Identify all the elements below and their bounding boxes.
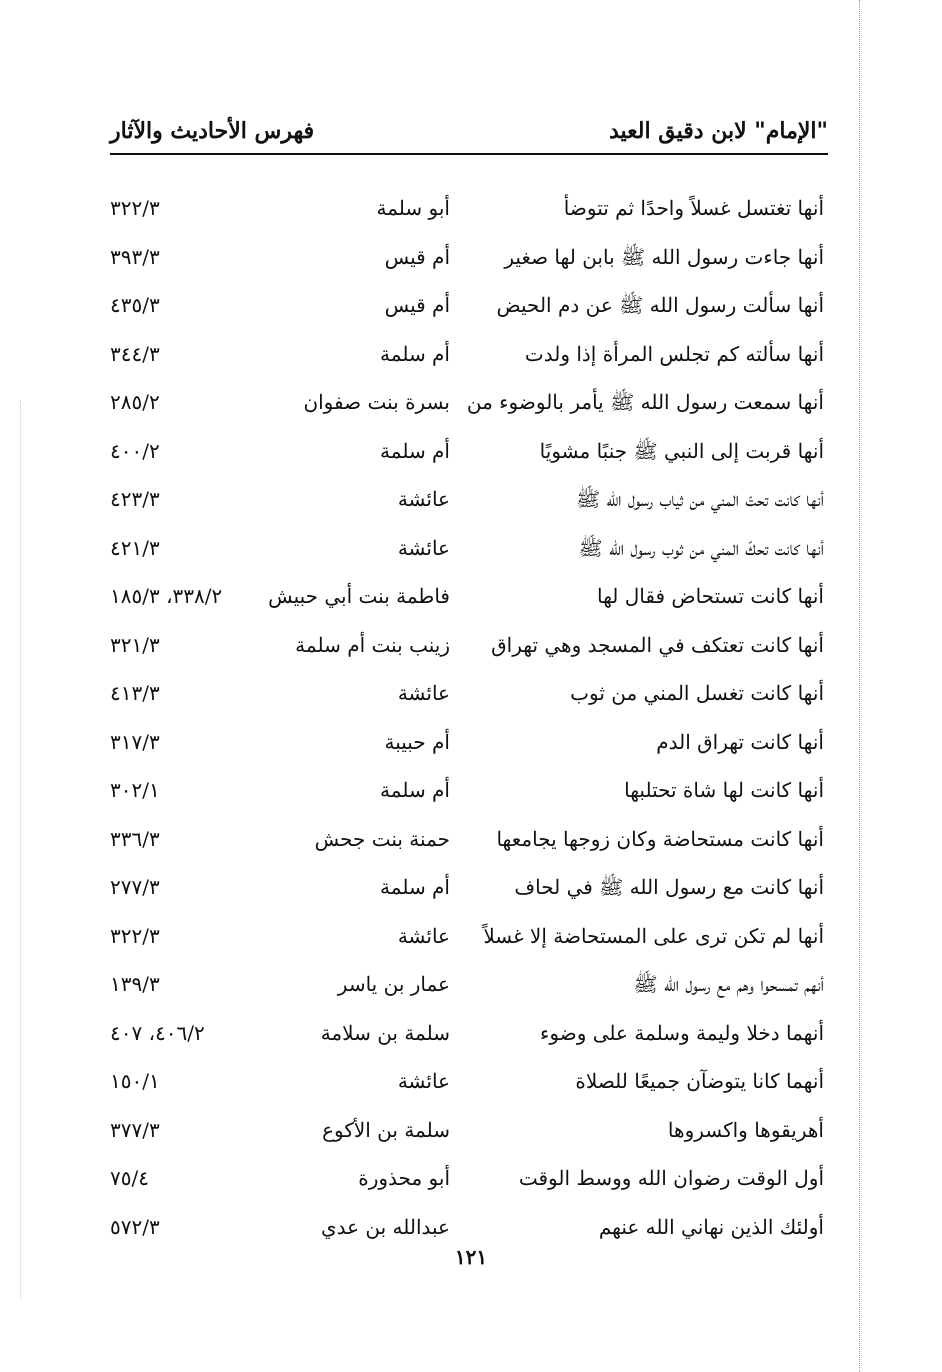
narrator: سلمة بن الأكوع — [322, 1117, 450, 1142]
narrator: عائشة — [397, 681, 450, 705]
hadith-text: أنها كانت مع رسول الله ﷺ في لحاف — [514, 875, 824, 899]
running-header — [110, 118, 828, 154]
index-title: فهرس الأحاديث والآثار — [110, 118, 315, 144]
index-row — [100, 1158, 828, 1207]
hadith-text: أنها كانت تعتكف في المسجد وهي تهراق — [491, 632, 824, 657]
volume-page-ref: ٣٩٣/٣ — [110, 244, 160, 269]
narrator: أبو سلمة — [376, 196, 450, 220]
volume-page-ref: ٣٢١/٣ — [110, 632, 160, 657]
volume-page-ref: ٢٧٧/٣ — [110, 875, 160, 899]
index-row — [100, 237, 828, 286]
index-row — [100, 479, 828, 528]
volume-page-ref: ٤٢٣/٣ — [110, 487, 160, 511]
index-row — [100, 1013, 828, 1062]
index-row — [100, 528, 828, 577]
volume-page-ref: ٣٢٢/٣ — [110, 923, 160, 948]
index-row — [100, 964, 828, 1013]
hadith-text: أنها كانت تغسل المني من ثوب — [570, 681, 824, 705]
index-row — [100, 1061, 828, 1110]
hadith-text: أنها كانت تهراق الدم — [656, 729, 824, 754]
hadith-text: أنها كانت لها شاة تحتلبها — [624, 778, 824, 802]
hadith-text: أنهم تمسحوا وهم مع رسول الله ﷺ — [633, 972, 824, 996]
hadith-text: أنها كانت تستحاض فقال لها — [596, 584, 824, 608]
index-row — [100, 576, 828, 625]
volume-page-ref: ٢٨٥/٢ — [110, 390, 160, 414]
volume-page-ref: ٤٠٠/٢ — [110, 438, 160, 463]
volume-page-ref: ٣٧٧/٣ — [110, 1117, 160, 1142]
hadith-text: أنها كانت مستحاضة وكان زوجها يجامعها — [496, 826, 824, 851]
hadith-text: أهريقوها واكسروها — [667, 1117, 824, 1142]
volume-page-ref: ١٣٩/٣ — [110, 972, 160, 996]
narrator: زينب بنت أم سلمة — [295, 632, 450, 657]
volume-page-ref: ٣٢٢/٣ — [110, 196, 160, 220]
index-row — [100, 285, 828, 334]
volume-page-ref: ٣٠٢/١ — [110, 778, 160, 802]
hadith-text: أنها لم تكن ترى على المستحاضة إلا غسلاً — [483, 923, 824, 948]
narrator: أم قيس — [384, 293, 450, 317]
index-row — [100, 770, 828, 819]
narrator: أم سلمة — [380, 438, 450, 463]
header-divider — [110, 153, 828, 155]
index-row — [100, 819, 828, 868]
volume-page-ref: ٤٠٦/٢، ٤٠٧ — [110, 1020, 205, 1045]
index-row — [100, 916, 828, 965]
hadith-text: أنها سمعت رسول الله ﷺ يأمر بالوضوء من — [466, 390, 824, 414]
hadith-text: أنها كانت تحتّ المني من ثياب رسول الله ﷺ — [576, 487, 824, 511]
narrator: حمنة بنت جحش — [314, 826, 450, 851]
index-table — [100, 188, 828, 1255]
volume-page-ref: ٣١٧/٣ — [110, 729, 160, 754]
narrator: سلمة بن سلامة — [320, 1020, 450, 1045]
hadith-text: أنها سألت رسول الله ﷺ عن دم الحيض — [496, 293, 824, 317]
narrator: أم حبيبة — [384, 729, 450, 754]
narrator: أم سلمة — [380, 778, 450, 802]
page-edge-artifact-left — [20, 400, 21, 1300]
narrator: عبدالله بن عدي — [320, 1214, 450, 1239]
narrator: فاطمة بنت أبي حبيش — [268, 584, 450, 608]
volume-page-ref: ٤٢١/٣ — [110, 535, 160, 560]
narrator: عائشة — [397, 1069, 450, 1093]
volume-page-ref: ٤٣٥/٣ — [110, 293, 160, 317]
hadith-text: أولئك الذين نهاني الله عنهم — [598, 1214, 824, 1239]
volume-page-ref: ٣٣٦/٣ — [110, 826, 160, 851]
narrator: عائشة — [397, 535, 450, 560]
hadith-text: أنهما دخلا وليمة وسلمة على وضوء — [540, 1020, 824, 1045]
index-row — [100, 188, 828, 237]
volume-page-ref: ٥٧٢/٣ — [110, 1214, 160, 1239]
volume-page-ref: ٧٥/٤ — [110, 1166, 149, 1190]
page-edge-artifact — [859, 0, 860, 1372]
narrator: عمار بن ياسر — [337, 972, 450, 996]
book-title: "الإمام" لابن دقيق العيد — [608, 118, 828, 144]
index-row — [100, 867, 828, 916]
narrator: بسرة بنت صفوان — [303, 390, 450, 414]
hadith-text: أنها كانت تحكّ المني من ثوب رسول الله ﷺ — [578, 535, 824, 560]
index-row — [100, 625, 828, 674]
page-number: ١٢١ — [454, 1245, 488, 1269]
narrator: أم سلمة — [380, 341, 450, 366]
hadith-text: أنهما كانا يتوضآن جميعًا للصلاة — [575, 1069, 824, 1093]
hadith-text: أول الوقت رضوان الله ووسط الوقت — [518, 1166, 824, 1190]
narrator: عائشة — [397, 487, 450, 511]
hadith-text: أنها تغتسل غسلاً واحدًا ثم تتوضأ — [563, 196, 824, 220]
narrator: أبو محذورة — [358, 1166, 450, 1190]
volume-page-ref: ٤١٣/٣ — [110, 681, 160, 705]
volume-page-ref: ٣٣٨/٢، ١٨٥/٣ — [110, 584, 223, 608]
hadith-text: أنها جاءت رسول الله ﷺ بابن لها صغير — [504, 244, 824, 269]
index-row — [100, 1110, 828, 1159]
volume-page-ref: ٣٤٤/٣ — [110, 341, 160, 366]
narrator: أم قيس — [384, 244, 450, 269]
index-row — [100, 673, 828, 722]
narrator: عائشة — [397, 923, 450, 948]
hadith-text: أنها قربت إلى النبي ﷺ جنبًا مشويًا — [539, 438, 824, 463]
index-row — [100, 382, 828, 431]
narrator: أم سلمة — [380, 875, 450, 899]
index-row — [100, 431, 828, 480]
index-row — [100, 334, 828, 383]
index-row — [100, 722, 828, 771]
hadith-text: أنها سألته كم تجلس المرأة إذا ولدت — [524, 341, 824, 366]
volume-page-ref: ١٥٠/١ — [110, 1069, 160, 1093]
